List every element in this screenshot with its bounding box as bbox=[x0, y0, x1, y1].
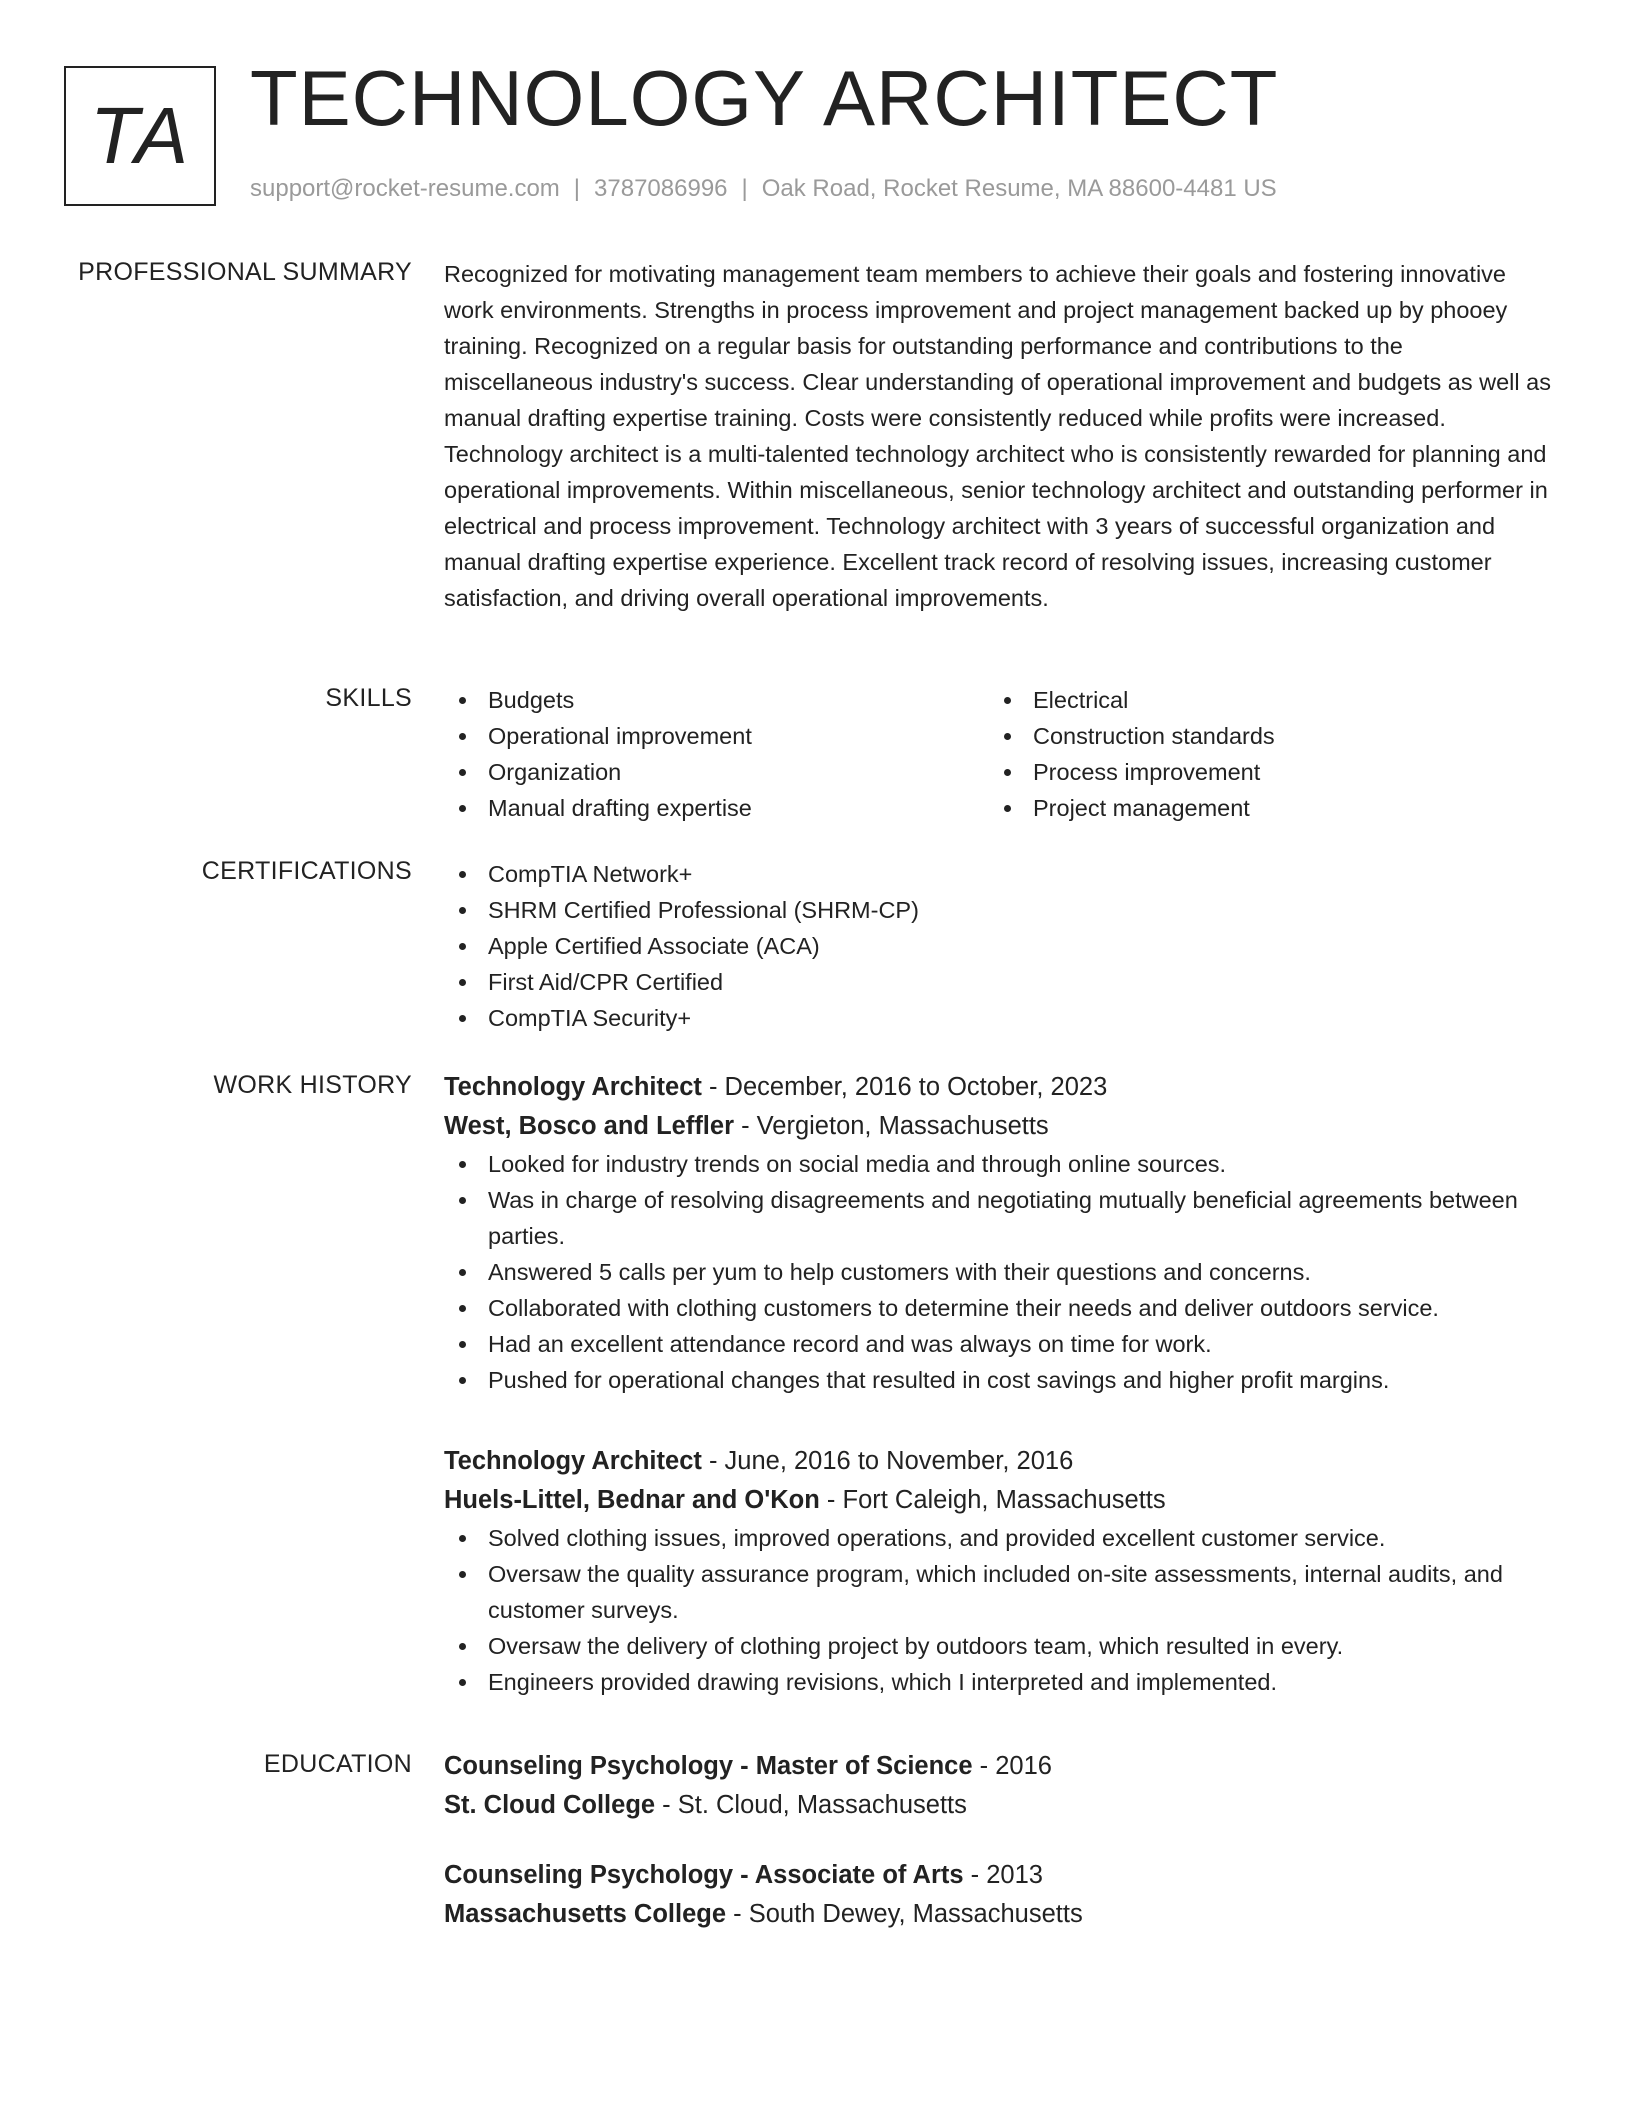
skill-item: Operational improvement bbox=[444, 718, 989, 754]
page-title: TECHNOLOGY ARCHITECT bbox=[250, 54, 1279, 142]
certifications-section bbox=[444, 856, 1554, 1036]
job-bullet: Oversaw the quality assurance program, which included on-site assessments, internal audits, and customer surveys. bbox=[444, 1556, 1554, 1628]
skills-list-right bbox=[989, 682, 1534, 826]
job-bullet: Solved clothing issues, improved operations, and provided excellent customer service. bbox=[444, 1520, 1554, 1556]
education-entry bbox=[444, 1747, 1554, 1825]
certifications-heading: CERTIFICATIONS bbox=[201, 857, 412, 885]
degree-line bbox=[444, 1747, 1554, 1786]
certification-item: SHRM Certified Professional (SHRM-CP) bbox=[444, 892, 1554, 928]
skills-section bbox=[444, 682, 1554, 826]
contact-line bbox=[250, 175, 1277, 203]
job-bullet: Engineers provided drawing revisions, which I interpreted and implemented. bbox=[444, 1664, 1554, 1700]
job-entry bbox=[444, 1068, 1554, 1398]
graduation-year: - 2016 bbox=[972, 1752, 1052, 1780]
school-location: - South Dewey, Massachusetts bbox=[726, 1900, 1083, 1928]
school-line bbox=[444, 1786, 1554, 1825]
summary-section bbox=[444, 256, 1554, 616]
monogram-logo: TA bbox=[64, 66, 216, 206]
graduation-year: - 2013 bbox=[963, 1861, 1043, 1889]
school-line bbox=[444, 1895, 1554, 1934]
job-title: Technology Architect bbox=[444, 1447, 702, 1475]
summary-text: Recognized for motivating management team members to achieve their goals and fostering innovative work environments. Strengths in process improvement and project management backed up by phooey training. Recognized on a regular basis for outstanding performance and contributions to the miscellaneous industry's success. Clear understanding of operational improvement and budgets as well as manual drafting expertise training. Costs were consistently reduced while profits were increased. Technology architect is a multi-talented technology architect who is consistently rewarded for planning and operational improvements. Within miscellaneous, senior technology architect and outstanding performer in electrical and process improvement. Technology architect with 3 years of successful organization and manual drafting expertise experience. Excellent track record of resolving issues, increasing customer satisfaction, and driving overall operational improvements. bbox=[444, 261, 1551, 611]
school: Massachusetts College bbox=[444, 1900, 727, 1928]
education-entry bbox=[444, 1856, 1554, 1934]
school-location: - St. Cloud, Massachusetts bbox=[655, 1791, 967, 1819]
skill-item: Construction standards bbox=[989, 718, 1534, 754]
job-dates: - June, 2016 to November, 2016 bbox=[701, 1447, 1074, 1475]
job-dates: - December, 2016 to October, 2023 bbox=[701, 1073, 1108, 1101]
job-title-line bbox=[444, 1442, 1554, 1481]
job-bullets bbox=[444, 1146, 1554, 1398]
work-history-heading: WORK HISTORY bbox=[213, 1071, 412, 1099]
skill-item: Electrical bbox=[989, 682, 1534, 718]
certification-item: CompTIA Security+ bbox=[444, 1000, 1554, 1036]
certifications-list bbox=[444, 856, 1554, 1036]
contact-phone[interactable]: 3787086996 bbox=[594, 175, 728, 202]
skills-list-left bbox=[444, 682, 989, 826]
job-bullet: Answered 5 calls per yum to help customers with their questions and concerns. bbox=[444, 1254, 1554, 1290]
job-bullet: Was in charge of resolving disagreements and negotiating mutually beneficial agreements between parties. bbox=[444, 1182, 1554, 1254]
contact-address: Oak Road, Rocket Resume, MA 88600-4481 US bbox=[761, 175, 1277, 202]
certification-item: CompTIA Network+ bbox=[444, 856, 1554, 892]
job-bullet: Had an excellent attendance record and was always on time for work. bbox=[444, 1326, 1554, 1362]
job-bullet: Pushed for operational changes that resulted in cost savings and higher profit margins. bbox=[444, 1362, 1554, 1398]
job-bullet: Oversaw the delivery of clothing project by outdoors team, which resulted in every. bbox=[444, 1628, 1554, 1664]
skills-heading: SKILLS bbox=[325, 684, 412, 712]
degree: Counseling Psychology - Master of Science bbox=[444, 1752, 973, 1780]
job-title: Technology Architect bbox=[444, 1073, 702, 1101]
job-bullets bbox=[444, 1520, 1554, 1700]
job-location: - Vergieton, Massachusetts bbox=[734, 1112, 1049, 1140]
job-entry bbox=[444, 1442, 1554, 1700]
job-title-line bbox=[444, 1068, 1554, 1107]
job-company: West, Bosco and Leffler bbox=[444, 1112, 735, 1140]
school: St. Cloud College bbox=[444, 1791, 656, 1819]
job-company-line bbox=[444, 1107, 1554, 1146]
job-bullet: Collaborated with clothing customers to determine their needs and deliver outdoors service. bbox=[444, 1290, 1554, 1326]
certification-item: Apple Certified Associate (ACA) bbox=[444, 928, 1554, 964]
skill-item: Budgets bbox=[444, 682, 989, 718]
degree: Counseling Psychology - Associate of Arts bbox=[444, 1861, 964, 1889]
contact-separator: | bbox=[741, 175, 748, 202]
summary-heading: PROFESSIONAL SUMMARY bbox=[78, 258, 412, 286]
job-location: - Fort Caleigh, Massachusetts bbox=[819, 1486, 1166, 1514]
skill-item: Organization bbox=[444, 754, 989, 790]
job-company: Huels-Littel, Bednar and O'Kon bbox=[444, 1486, 820, 1514]
certification-item: First Aid/CPR Certified bbox=[444, 964, 1554, 1000]
education-heading: EDUCATION bbox=[263, 1750, 412, 1778]
degree-line bbox=[444, 1856, 1554, 1895]
skill-item: Process improvement bbox=[989, 754, 1534, 790]
contact-email[interactable]: support@rocket-resume.com bbox=[250, 175, 560, 202]
job-bullet: Looked for industry trends on social media and through online sources. bbox=[444, 1146, 1554, 1182]
job-company-line bbox=[444, 1481, 1554, 1520]
contact-separator: | bbox=[573, 175, 581, 202]
skill-item: Project management bbox=[989, 790, 1534, 826]
skill-item: Manual drafting expertise bbox=[444, 790, 989, 826]
